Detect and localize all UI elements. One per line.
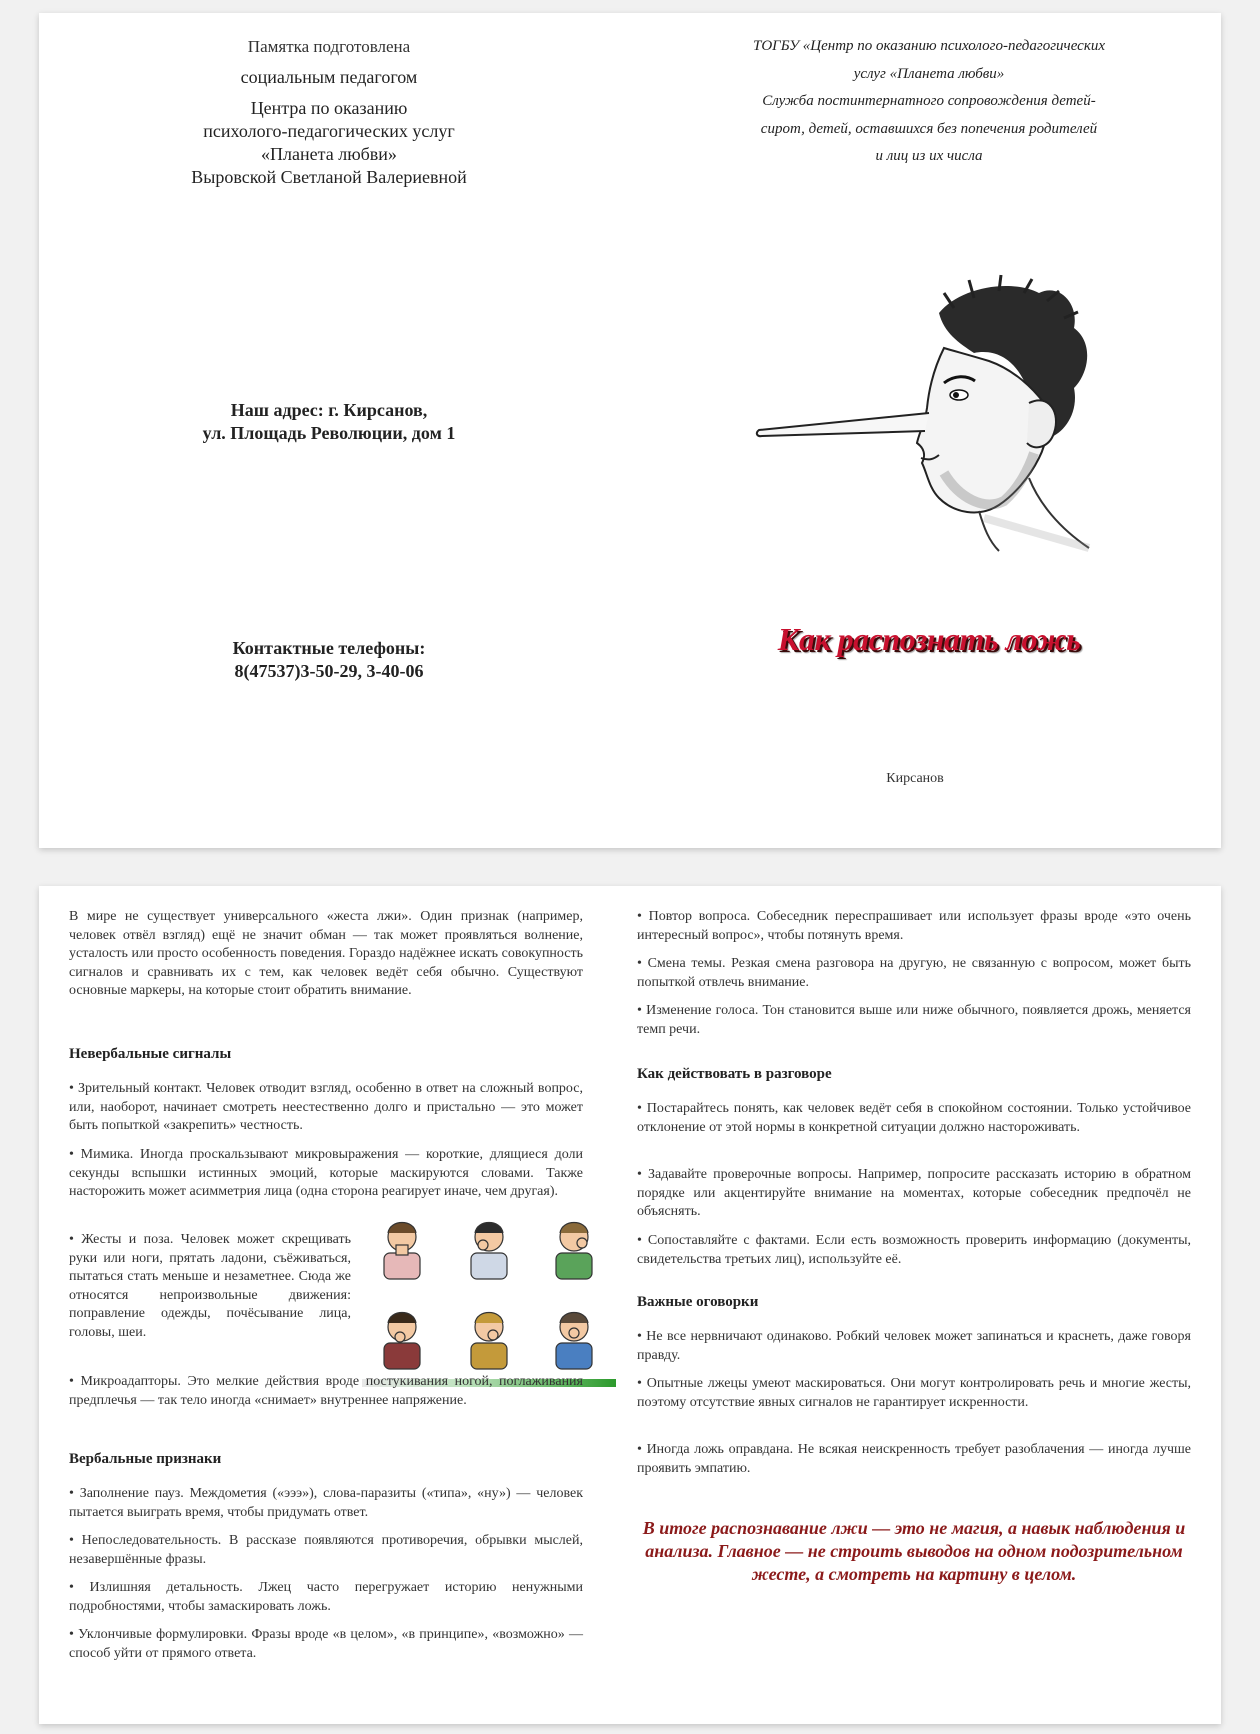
caveats-item-nervous: • Не все нервничают одинаково. Робкий человек может запинаться и краснеть, даже говоря правду.	[637, 1329, 1191, 1363]
org-line-5: и лиц из их числа	[875, 148, 983, 164]
nonverbal-item-gestures: • Жесты и поза. Человек может скрещивать руки или ноги, прятать ладони, съёживаться, пытаться стать меньше и незаметнее. Сюда же относятся непроизвольные движения: поправление одежды, почёсывание лица, головы, шеи.	[69, 1232, 351, 1340]
organization-block	[639, 33, 1219, 171]
conclusion-text: В итоге распознавание лжи — это не магия, а навык наблюдения и анализа. Главное — не строить выводов на одном подозрительном жесте, а смотреть на картину в целом.	[642, 1518, 1186, 1584]
cover-back-panel	[39, 13, 619, 848]
cover-sheet	[39, 13, 1221, 848]
prepared-line-1: Памятка подготовлена	[247, 37, 411, 56]
org-line-2: услуг «Планета любви»	[853, 65, 1005, 82]
verbal-item-pauses: • Заполнение пауз. Междометия («эээ»), слова-паразиты («типа», «ну») — человек пытается выиграть время, чтобы придумать ответ.	[69, 1486, 583, 1520]
caveats-item-experienced: • Опытные лжецы умеют маскироваться. Они могут контролировать речь и многие жесты, поэтому отсутствие явных сигналов не гарантирует искренности.	[637, 1376, 1191, 1410]
verbal-item-repeat: • Повтор вопроса. Собеседник переспрашивает или использует фразы вроде «это очень интересный вопрос», чтобы потянуть время.	[637, 909, 1191, 943]
prepared-line-2: социальным педагогом	[240, 67, 418, 87]
prepared-line-5: «Планета любви»	[261, 144, 397, 164]
org-line-4: сирот, детей, оставшихся без попечения родителей	[760, 120, 1098, 137]
phones-block	[79, 637, 579, 683]
prepared-by-block	[79, 35, 579, 189]
verbal-item-evasive: • Уклончивые формулировки. Фразы вроде «в целом», «в принципе», «возможно» — способ уйти от прямого ответа.	[69, 1627, 583, 1661]
org-line-1: ТОГБУ «Центр по оказанию психолого-педагогических	[753, 38, 1105, 54]
verbal-heading: Вербальные признаки	[69, 1451, 222, 1467]
gesture-faces-illustration	[362, 1207, 616, 1384]
nonverbal-item-facial: • Мимика. Иногда проскальзывают микровыражения — короткие, длящиеся доли секунды вспышки истинных эмоций, которые маскируются словами. Также насторожить может асимметрия лица (одна сторона реагирует иначе, чем другая).	[69, 1147, 583, 1199]
caveats-heading: Важные оговорки	[637, 1294, 759, 1310]
prepared-line-6: Выровской Светланой Валериевной	[191, 167, 467, 187]
address-line-1: Наш адрес: г. Кирсанов,	[230, 400, 428, 420]
phones-numbers: 8(47537)3-50-29, 3-40-06	[234, 661, 424, 681]
verbal-item-detail: • Излишняя детальность. Лжец часто перегружает историю ненужными подробностями, чтобы замаскировать ложь.	[69, 1580, 583, 1614]
city-label: Кирсанов	[886, 771, 944, 786]
verbal-item-inconsistency: • Непоследовательность. В рассказе появляются противоречия, обрывки мыслей, незавершённые фразы.	[69, 1533, 583, 1567]
actions-heading: Как действовать в разговоре	[637, 1066, 832, 1082]
address-line-2: ул. Площадь Революции, дом 1	[202, 423, 456, 443]
org-line-3: Служба постинтернатного сопровождения детей-	[762, 93, 1096, 109]
prepared-line-4: психолого-педагогических услуг	[203, 121, 455, 141]
actions-item-questions: • Задавайте проверочные вопросы. Например, попросите рассказать историю в обратном порядке или акцентируйте внимание на моментах, которые собеседник предпочёл не объяснять.	[637, 1167, 1191, 1219]
nonverbal-item-eye-contact: • Зрительный контакт. Человек отводит взгляд, особенно в ответ на сложный вопрос, или, наоборот, начинает смотреть неестественно долго и пристально — это может быть попыткой «закрепить» честность.	[69, 1081, 583, 1133]
inside-left-column	[69, 886, 583, 1724]
nonverbal-item-microadaptors: • Микроадапторы. Это мелкие действия вроде постукивания ногой, поглаживания предплечья — так тело иногда «снимает» внутреннее напряжение.	[69, 1374, 583, 1408]
cover-front-panel	[639, 13, 1221, 848]
inside-sheet	[39, 886, 1221, 1724]
brochure-title: Как распознать ложь	[777, 621, 1081, 657]
caveats-item-justified: • Иногда ложь оправдана. Не всякая неискренность требует разоблачения — иногда лучше проявить эмпатию.	[637, 1442, 1191, 1476]
verbal-item-voice: • Изменение голоса. Тон становится выше или ниже обычного, появляется дрожь, меняется темп речи.	[637, 1003, 1191, 1037]
phones-label: Контактные телефоны:	[232, 638, 426, 658]
actions-item-baseline: • Постарайтесь понять, как человек ведёт себя в спокойном состоянии. Только устойчивое отклонение от этой нормы в конкретной ситуации должно настороживать.	[637, 1101, 1191, 1135]
intro-paragraph: В мире не существует универсального «жеста лжи». Один признак (например, человек отвёл взгляд) ещё не значит обман — так может проявляться волнение, усталость или просто особенность поведения. Гораздо надёжнее искать совокупность сигналов и сравнивать их с тем, как человек ведёт себя обычно. Существуют основные маркеры, на которые стоит обратить внимание.	[69, 909, 583, 998]
pinocchio-portrait-illustration	[729, 273, 1149, 553]
inside-right-column	[637, 886, 1191, 1724]
address-block	[79, 399, 579, 445]
verbal-item-topic-change: • Смена темы. Резкая смена разговора на другую, не связанную с вопросом, может быть попыткой отвлечь внимание.	[637, 956, 1191, 990]
prepared-line-3: Центра по оказанию	[250, 98, 408, 118]
nonverbal-heading: Невербальные сигналы	[69, 1046, 232, 1062]
actions-item-facts: • Сопоставляйте с фактами. Если есть возможность проверить информацию (документы, свидетельства третьих лиц), используйте её.	[637, 1233, 1191, 1267]
